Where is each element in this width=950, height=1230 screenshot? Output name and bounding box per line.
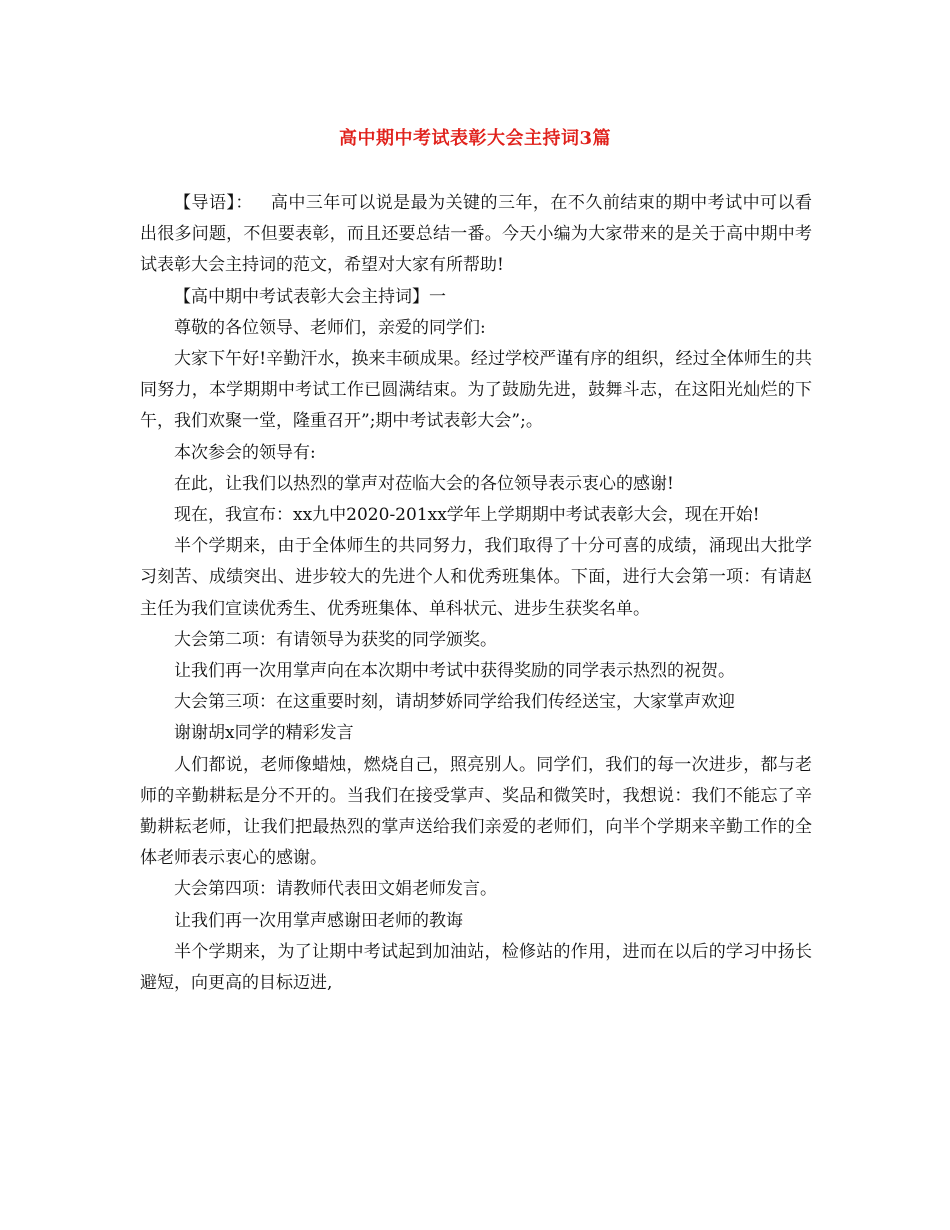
body-paragraph: 人们都说，老师像蜡烛，燃烧自己，照亮别人。同学们，我们的每一次进步，都与老师的辛勤耕耘是分不开的。当我们在接受掌声、奖品和微笑时，我想说：我们不能忘了辛勤耕耘老师，让我们把最热烈的掌声送给我们亲爱的老师们，向半个学期来辛勤工作的全体老师表示衷心的感谢。 [140, 754, 812, 869]
body-paragraph: 在此，让我们以热烈的掌声对莅临大会的各位领导表示衷心的感谢! [174, 473, 674, 494]
intro-paragraph [140, 188, 812, 282]
body-paragraph: 大会第三项：在这重要时刻，请胡梦娇同学给我们传经送宝，大家掌声欢迎 [174, 692, 735, 713]
intro-text: 高中三年可以说是最为关键的三年，在不久前结束的期中考试中可以看出很多问题，不但要表彰，而且还要总结一番。今天小编为大家带来的是关于高中期中考试表彰大会主持词的范文，希望对大家有所帮助! [140, 193, 813, 276]
body-paragraph: 半个学期来，为了让期中考试起到加油站，检修站的作用，进而在以后的学习中扬长避短，向更高的目标迈进, [140, 941, 812, 994]
document-body [140, 188, 812, 999]
body-paragraph: 本次参会的领导有: [174, 442, 316, 463]
body-paragraph: 大会第四项：请教师代表田文娟老师发言。 [174, 879, 497, 900]
body-paragraph: 半个学期来，由于全体师生的共同努力，我们取得了十分可喜的成绩，涌现出大批学习刻苦、成绩突出、进步较大的先进个人和优秀班集体。下面，进行大会第一项：有请赵主任为我们宣读优秀生、优秀班集体、单科状元、进步生获奖名单。 [140, 536, 812, 619]
section-heading: 【高中期中考试表彰大会主持词】一 [174, 286, 446, 307]
salutation: 尊敬的各位领导、老师们，亲爱的同学们: [174, 317, 486, 338]
body-paragraph: 让我们再一次用掌声感谢田老师的教诲 [174, 910, 463, 931]
body-paragraph: 大家下午好!辛勤汗水，换来丰硕成果。经过学校严谨有序的组织，经过全体师生的共同努力，本学期期中考试工作已圆满结束。为了鼓励先进，鼓舞斗志，在这阳光灿烂的下午，我们欢聚一堂，隆重召开”;期中考试表彰大会”;。 [140, 349, 812, 432]
document-title: 高中期中考试表彰大会主持词3篇 [338, 128, 612, 149]
intro-label: 【导语】： [174, 193, 253, 213]
body-paragraph: 让我们再一次用掌声向在本次期中考试中获得奖励的同学表示热烈的祝贺。 [174, 661, 735, 682]
body-paragraph: 谢谢胡x同学的精彩发言 [174, 723, 354, 744]
body-paragraph: 大会第二项：有请领导为获奖的同学颁奖。 [174, 629, 497, 650]
body-paragraph: 现在，我宣布：xx九中2020-201xx学年上学期期中考试表彰大会，现在开始! [174, 505, 760, 526]
